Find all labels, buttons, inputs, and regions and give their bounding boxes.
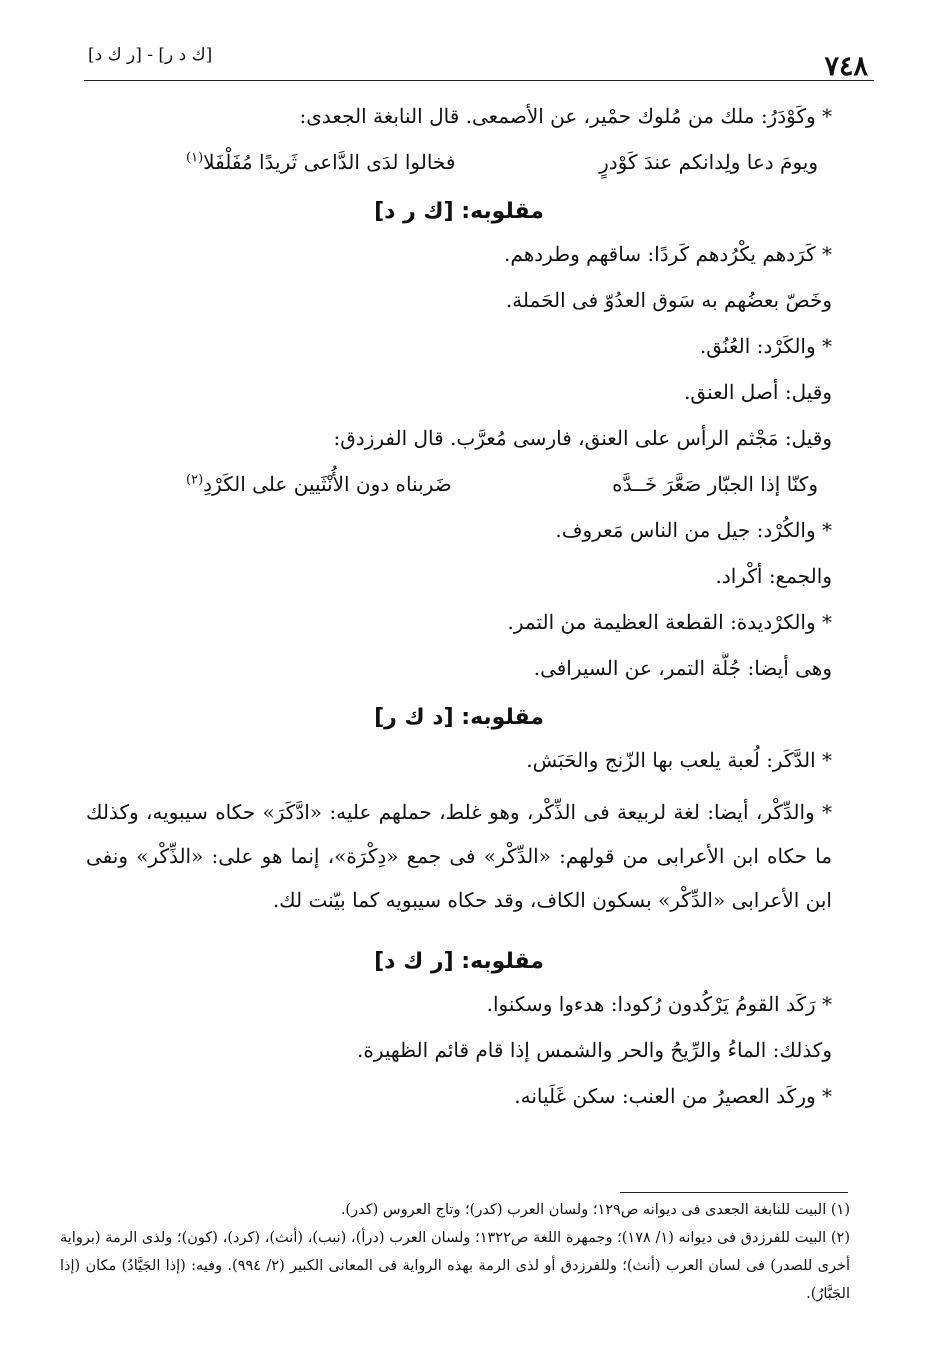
text-line: وخَصّ بعضُهم به سَوق العدُوّ فى الحَملة. <box>505 288 832 312</box>
page-header <box>84 38 874 82</box>
verse-second-hemistich-text: فخالوا لدَى الدَّاعى ثَريدًا مُفَلْفَلا <box>203 150 456 174</box>
text-line: وهى أيضا: جُلَّة التمر، عن السيرافى. <box>533 656 832 680</box>
section-heading: مقلوبه: [ر ك د] <box>374 949 544 974</box>
text-line: والجمع: أكْراد. <box>715 564 832 588</box>
page-number: ٧٤٨ <box>824 51 868 82</box>
text-line: * وكَوْدَرُ: ملك من مُلوك حمْير، عن الأصمعى. قال النابغة الجعدى: <box>299 104 832 128</box>
footnote-1: (١) البيت للنابغة الجعدى فى ديوانه ص١٢٩؛ ولسان العرب (كدر)؛ وتاج العروس (كدر). <box>340 1202 850 1218</box>
text-line: * كَرَدهم يكْرُدهم كَردًا: ساقهم وطردهم. <box>504 242 832 266</box>
verse-line <box>86 146 832 192</box>
text-line: * رَكَد القومُ يَرْكُدون رُكودا: هدءوا وسكنوا. <box>486 992 832 1016</box>
text-line: وكذلك: الماءُ والرِّيحُ والحر والشمس إذا قام قائم الظهيرة. <box>357 1038 832 1062</box>
text-line: * والكرْديدة: القطعة العظيمة من التمر. <box>507 610 832 634</box>
main-text <box>86 100 832 1124</box>
footnote-ref: (١) <box>186 150 204 166</box>
spacer <box>86 922 832 942</box>
verse-first-hemistich: ويومَ دعا ولِدانكم عندَ كَوْدرٍ <box>599 150 818 174</box>
verse-second-hemistich-text: ضَربناه دون الأُنْثَيين على الكَرْدِ <box>203 472 452 496</box>
text-line: وقيل: أصل العنق. <box>684 380 832 404</box>
section-heading: مقلوبه: [د ك ر] <box>374 705 544 730</box>
footnotes <box>60 1196 850 1308</box>
text-line: * وركَد العصيرُ من العنب: سكن غَلَيانه. <box>514 1084 832 1108</box>
text-line: وقيل: مَجْثم الرأس على العنق، فارسى مُعرَّب. قال الفرزدق: <box>333 426 832 450</box>
header-rule <box>84 80 874 81</box>
verse-first-hemistich: وكنّا إذا الجبّار صَعَّرَ خَــدَّه <box>612 472 818 496</box>
running-head: [ك د ر] - [ر ك د] <box>88 45 213 65</box>
footnote-2: (٢) البيت للفرزدق فى ديوانه (١/ ١٧٨)؛ وجمهرة اللغة ص١٣٢٢؛ ولسان العرب (درأ)، (نبب)، (أنث)، (كرد)، (كون)؛ ولذى الرمة (برواية أخرى للصدر) فى لسان العرب (أنث)؛ وللفرزدق أو لذى الرمة بهذه الرواية فى المعانى الكبير (٢/ ٩٩٤). وفيه: (إذا الجَيَّادُ) مكان (إذا الجَبَّارُ). <box>60 1230 850 1302</box>
text-line: * الدَّكَر: لُعبة يلعب بها الزّنج والحَبَش. <box>526 748 832 772</box>
verse-second-hemistich <box>186 146 455 178</box>
verse-line <box>86 468 832 514</box>
verse-second-hemistich <box>186 468 452 500</box>
section-heading: مقلوبه: [ك ر د] <box>374 199 544 224</box>
text-line: * والكُرْد: جيل من الناس مَعروف. <box>555 518 832 542</box>
footnote-rule <box>620 1192 848 1193</box>
text-line: * والكَرْد: العُنُق. <box>699 334 832 358</box>
footnote-ref: (٢) <box>186 472 204 488</box>
text-paragraph: * والدِّكْر، أيضا: لغة لربيعة فى الذِّكْر، وهو غلط، حملهم عليه: «ادَّكَرَ» حكاه سيبويه، وكذلك ما حكاه ابن الأعرابى من قولهم: «الدِّكْر» فى جمع «دِكْرَة»، إنما هو على: «الذِّكْر» ونفى ابن الأعرابى «الدِّكْر» بسكون الكاف، وقد حكاه سيبويه كما بيّنت لك. <box>86 800 832 912</box>
